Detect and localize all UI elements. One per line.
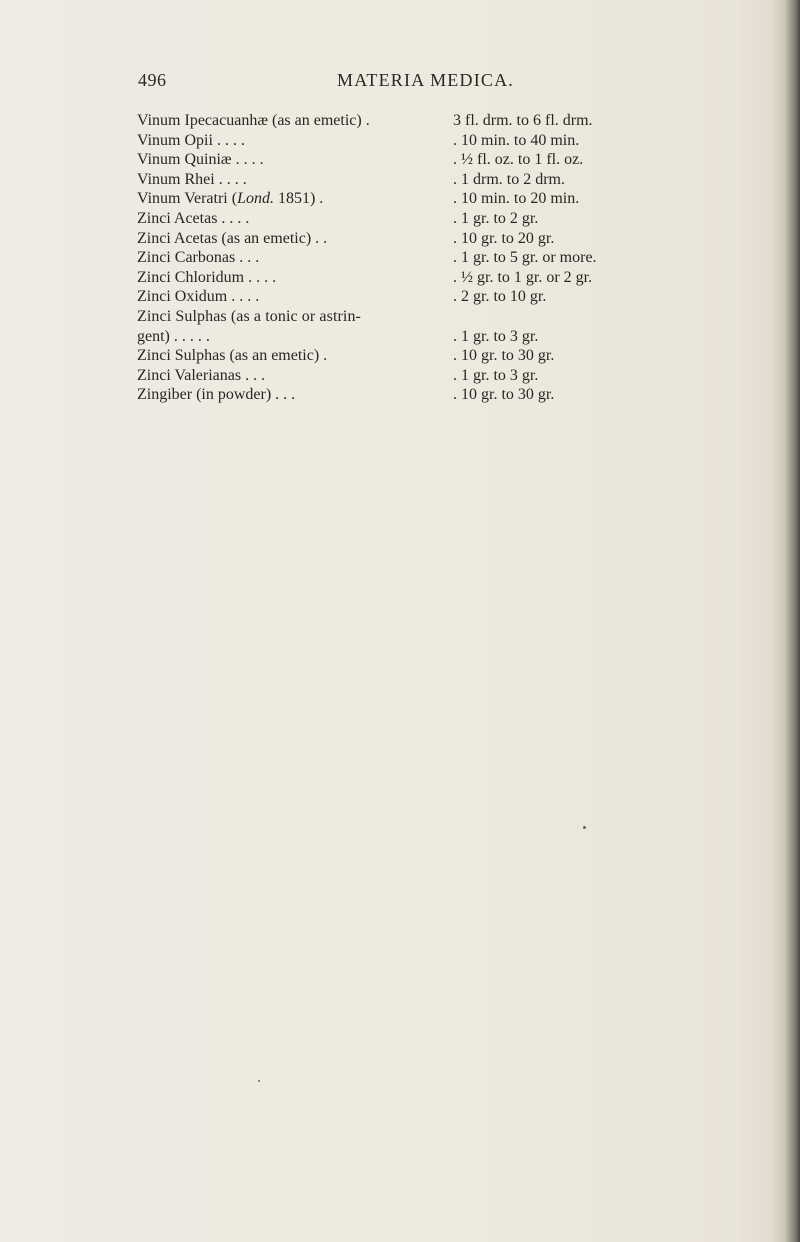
drug-dose: . 2 gr. to 10 gr. <box>453 288 547 306</box>
drug-name: Vinum Opii . . . . <box>137 131 245 149</box>
drug-dose: . ½ fl. oz. to 1 fl. oz. <box>453 151 584 169</box>
page-header <box>136 70 736 94</box>
drug-name: Vinum Veratri (Lond. 1851) . <box>137 190 324 208</box>
table-row <box>137 189 757 209</box>
table-row <box>137 150 757 170</box>
table-row <box>137 268 757 288</box>
page-edge-shadow <box>772 0 800 1242</box>
drug-name: Zinci Sulphas (as an emetic) . <box>137 347 328 365</box>
drug-dose: . 1 drm. to 2 drm. <box>453 170 565 188</box>
drug-dose: . 10 gr. to 30 gr. <box>453 386 555 404</box>
drug-dose: 3 fl. drm. to 6 fl. drm. <box>453 112 593 129</box>
drug-name: Vinum Rhei . . . . <box>137 170 247 188</box>
table-row <box>137 229 757 249</box>
drug-dose: . 1 gr. to 5 gr. or more. <box>453 249 597 267</box>
drug-name: Zinci Chloridum . . . . <box>137 268 277 286</box>
table-row <box>137 209 757 229</box>
drug-dose: . 1 gr. to 3 gr. <box>453 327 539 345</box>
drug-dose: . 1 gr. to 2 gr. <box>453 209 539 227</box>
table-row <box>137 111 757 131</box>
drug-dose: . 10 min. to 20 min. <box>453 190 580 208</box>
italic-text: Lond. <box>237 190 274 208</box>
drug-name: Zinci Carbonas . . . <box>137 249 260 267</box>
table-row <box>137 327 757 347</box>
drug-name: Zinci Valerianas . . . <box>137 366 266 384</box>
paper-speck <box>258 1080 260 1082</box>
drug-dose: . 1 gr. to 3 gr. <box>453 366 539 384</box>
drug-name: Vinum Ipecacuanhæ (as an emetic) . <box>137 112 370 129</box>
drug-name: Zinci Oxidum . . . . <box>137 288 260 306</box>
table-row <box>137 346 757 366</box>
drug-dose: . 10 gr. to 20 gr. <box>453 229 555 247</box>
drug-name: Zinci Acetas (as an emetic) . . <box>137 229 328 247</box>
table-row <box>137 170 757 190</box>
drug-name: Vinum Quiniæ . . . . <box>137 151 264 169</box>
drug-dose: . 10 min. to 40 min. <box>453 131 580 149</box>
drug-name: Zinci Acetas . . . . <box>137 209 250 227</box>
drug-name-continuation: gent) . . . . . <box>137 327 210 345</box>
running-title: MATERIA MEDICA. <box>337 70 515 90</box>
drug-name: Zinci Sulphas (as a tonic or astrin- <box>137 307 361 325</box>
table-row <box>137 385 757 405</box>
table-row <box>137 131 757 151</box>
paper-speck <box>583 826 586 829</box>
drug-name: Zingiber (in powder) . . . <box>137 386 296 404</box>
table-row <box>137 287 757 307</box>
dosage-table <box>137 111 757 405</box>
table-row <box>137 307 757 327</box>
table-row <box>137 248 757 268</box>
drug-dose: . ½ gr. to 1 gr. or 2 gr. <box>453 268 593 286</box>
drug-dose: . 10 gr. to 30 gr. <box>453 347 555 365</box>
page-number: 496 <box>138 70 167 90</box>
table-row <box>137 366 757 386</box>
